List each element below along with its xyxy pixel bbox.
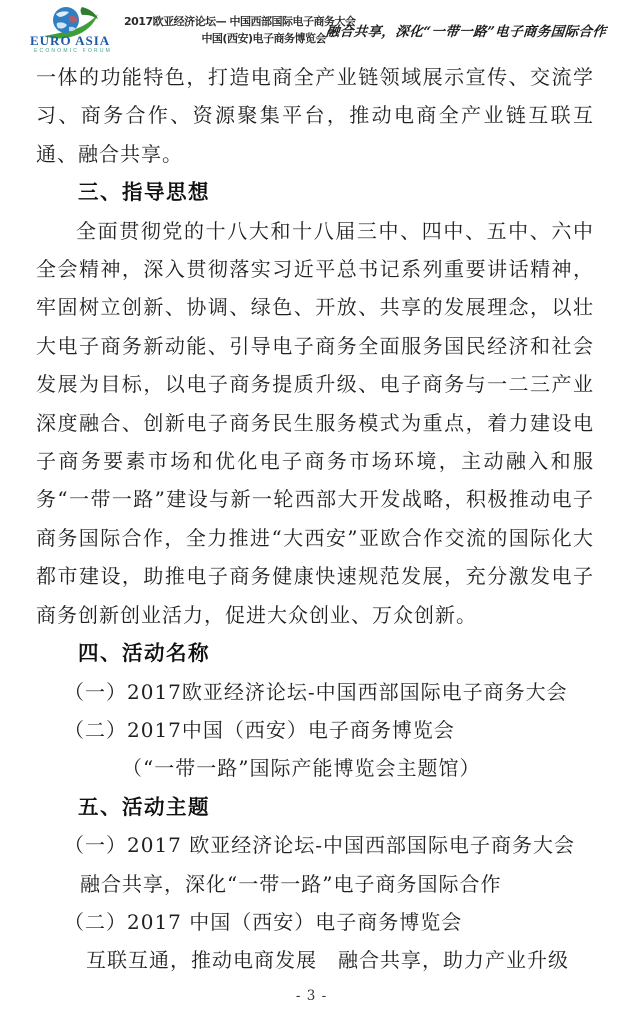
section-5-heading: 五、活动主题 bbox=[78, 794, 210, 819]
page-footer bbox=[0, 988, 623, 1004]
section-4-item-1: （一）2017欧亚经济论坛-中国西部国际电子商务大会 bbox=[64, 679, 568, 704]
section-5-item-1: （一）2017 欧亚经济论坛-中国西部国际电子商务大会 bbox=[64, 833, 576, 858]
logo-subtitle-text: ECONOMIC FORUM bbox=[34, 48, 113, 54]
page-number: - 3 - bbox=[295, 988, 328, 1004]
section-4-heading: 四、活动名称 bbox=[78, 641, 210, 666]
section-5-item-2: （二）2017 中国（西安）电子商务博览会 bbox=[64, 909, 463, 934]
section-5-item-2-theme: 互联互通，推动电商发展 融合共享，助力产业升级 bbox=[86, 948, 569, 973]
section-3-heading: 三、指导思想 bbox=[78, 180, 210, 205]
intro-continuation-paragraph: 一体的功能特色，打造电商全产业链领域展示宣传、交流学习、商务合作、资源聚集平台，推动电商全产业链互联互通、融合共享。 bbox=[36, 65, 594, 166]
header-title-line1: 2017欧亚经济论坛— 中国西部国际电子商务大会 bbox=[124, 15, 356, 28]
header-slogan: 融合共享，深化“一带一路”电子商务国际合作 bbox=[325, 24, 607, 40]
header-title-line2: 中国(西安)电子商务博览会 bbox=[201, 32, 326, 45]
section-4-item-2-note: （“一带一路”国际产能博览会主题馆） bbox=[122, 756, 481, 781]
section-5-item-1-theme: 融合共享，深化“一带一路”电子商务国际合作 bbox=[80, 871, 502, 896]
section-4-item-2: （二）2017中国（西安）电子商务博览会 bbox=[64, 717, 455, 742]
section-3-paragraph: 全面贯彻党的十八大和十八届三中、四中、五中、六中全会精神，深入贯彻落实习近平总书记系列重要讲话精神，牢固树立创新、协调、绿色、开放、共享的发展理念，以壮大电子商务新动能、引导电子商务全面服务国民经济和社会发展为目标，以电子商务提质升级、电子商务与一二三产业深度融合、创新电子商务民生服务模式为重点，着力建设电子商务要素市场和优化电子商务市场环境，主动融入和服务“一带一路”建设与新一轮西部大开发战略，积极推动电子商务国际合作，全力推进“大西安”亚欧合作交流的国际化大都市建设，助推电子商务健康快速规范发展，充分激发电子商务创新创业活力，促进大众创业、万众创新。 bbox=[36, 218, 594, 627]
page-header bbox=[28, 6, 605, 54]
header-title-block bbox=[124, 13, 356, 47]
euro-asia-logo bbox=[28, 6, 118, 54]
document-body bbox=[36, 58, 594, 980]
logo-title-text: EURO ASIA bbox=[30, 33, 111, 48]
